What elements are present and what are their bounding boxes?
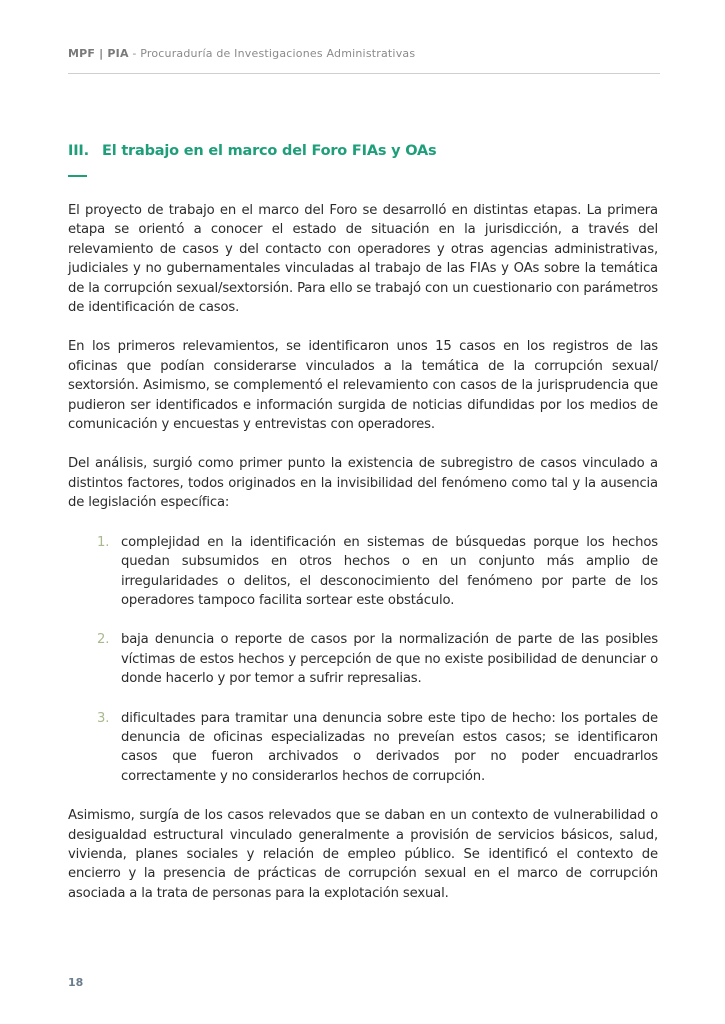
title-underline-dash (68, 175, 87, 177)
list-item-text: complejidad en la identificación en sistemas de búsquedas porque los hechos quedan subsumidos en otros hechos o en un conjunto más amplio de irregularidades o delitos, el desconocimiento del fenómeno por parte de los operadores tampoco facilita sortear este obstáculo. (121, 534, 658, 608)
body-paragraph: En los primeros relevamientos, se identificaron unos 15 casos en los registros de las oficinas que podían considerarse vinculados a la temática de la corrupción sexual/ sextorsión. Asimismo, se complementó el relevamiento con casos de la jurisprudencia que pudieron ser identificados e información surgida de noticias difundidas por los medios de comunicación y encuestas y entrevistas con operadores. (68, 339, 658, 433)
body-paragraph: El proyecto de trabajo en el marco del Foro se desarrolló en distintas etapas. La primera etapa se orientó a conocer el estado de situación en la jurisdicción, a través del relevamiento de casos y del contacto con operadores y otras agencias administrativas, judiciales y no gubernamentales vinculadas al trabajo de las FIAs y OAs sobre la temática de la corrupción sexual/sextorsión. Para ello se trabajó con un cuestionario con parámetros de identificación de casos. (68, 203, 658, 316)
section-title: El trabajo en el marco del Foro FIAs y OAs (102, 143, 437, 159)
section-heading (68, 143, 436, 159)
list-item-text: baja denuncia o reporte de casos por la normalización de parte de las posibles víctimas de estos hechos y percepción de que no existe posibilidad de denunciar o donde hacerlo y por temor a sufrir represalias. (121, 632, 658, 687)
list-item (68, 533, 658, 611)
list-item-number: 2. (97, 632, 110, 648)
header-separator: - (128, 47, 141, 60)
list-item (68, 709, 658, 787)
header-divider (68, 73, 660, 74)
list-item (68, 630, 658, 688)
body-content (68, 201, 658, 923)
section-number: III. (68, 143, 89, 159)
list-item-number: 3. (97, 710, 110, 726)
list-item-text: dificultades para tramitar una denuncia sobre este tipo de hecho: los portales de denuncia de oficinas especializadas no preveían estos casos; se identificaron casos que fueron archivados o derivados por no poder encuadrarlos correctamente y no considerarlos hechos de corrupción. (121, 710, 658, 784)
page-number: 18 (68, 976, 84, 989)
header-subtitle: Procuraduría de Investigaciones Administrativas (140, 47, 416, 60)
header-organization: MPF | PIA (68, 47, 129, 60)
numbered-list (68, 533, 658, 786)
running-header (68, 47, 415, 60)
body-paragraph: Asimismo, surgía de los casos relevados que se daban en un contexto de vulnerabilidad o desigualdad estructural vinculado generalmente a provisión de servicios básicos, salud, vivienda, planes sociales y relación de empleo público. Se identificó el contexto de encierro y la presencia de prácticas de corrupción sexual en el marco de corrupción asociada a la trata de personas para la explotación sexual. (68, 808, 658, 901)
body-paragraph: Del análisis, surgió como primer punto la existencia de subregistro de casos vinculado a distintos factores, todos originados en la invisibilidad del fenómeno como tal y la ausencia de legislación específica: (68, 456, 658, 511)
list-item-number: 1. (97, 534, 110, 550)
